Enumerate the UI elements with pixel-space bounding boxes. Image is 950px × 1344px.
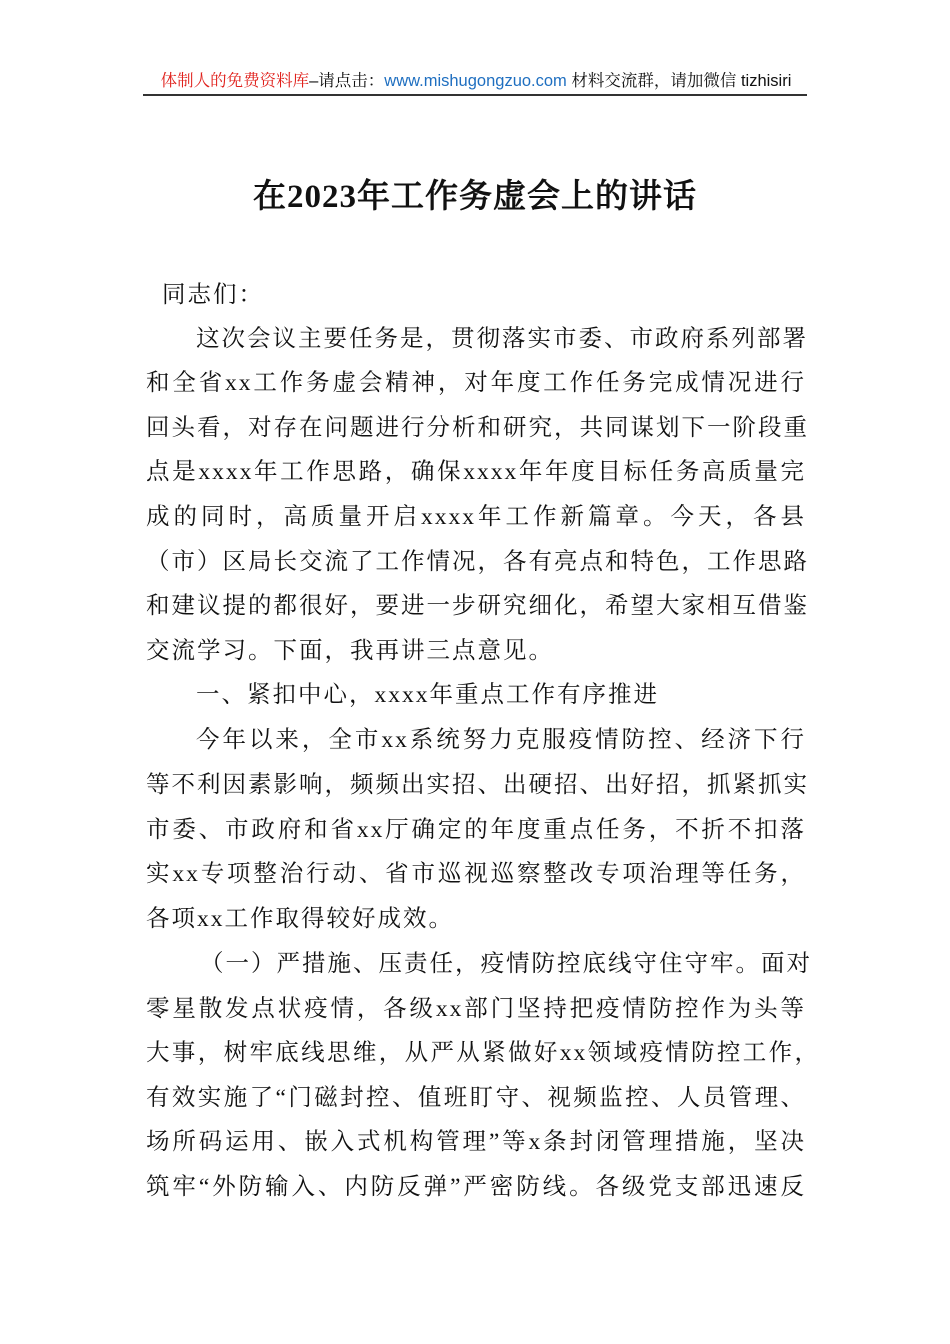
paragraph-line: 和全省xx工作务虚会精神，对年度工作任务完成情况进行 <box>146 370 806 396</box>
header-url-link[interactable]: www.mishugongzuo.com <box>384 72 567 90</box>
paragraph-line: 点是xxxx年工作思路，确保xxxx年年度目标任务高质量完 <box>146 459 806 485</box>
paragraph-line: 回头看，对存在问题进行分析和研究，共同谋划下一阶段重 <box>146 415 809 441</box>
paragraph-line: 今年以来，全市xx系统努力克服疫情防控、经济下行 <box>196 727 806 753</box>
paragraph-line: 这次会议主要任务是，贯彻落实市委、市政府系列部署 <box>196 326 808 352</box>
paragraph-line: 和建议提的都很好，要进一步研究细化，希望大家相互借鉴 <box>146 593 809 619</box>
header-suffix: 材料交流群，请加微信 tizhisiri <box>566 72 792 90</box>
paragraph-line: 有效实施了“门磁封控、值班盯守、视频监控、人员管理、 <box>146 1085 806 1111</box>
paragraph-line: 场所码运用、嵌入式机构管理”等x条封闭管理措施，坚决 <box>146 1129 806 1155</box>
header-divider <box>143 94 807 96</box>
paragraph-line: 实xx专项整治行动、省市巡视巡察整改专项治理等任务， <box>146 861 806 887</box>
paragraph-line: 各项xx工作取得较好成效。 <box>146 906 454 932</box>
paragraph-line: 大事，树牢底线思维，从严从紧做好xx领域疫情防控工作， <box>146 1040 820 1066</box>
page-header-banner <box>146 68 806 94</box>
paragraph-line: 市委、市政府和省xx厅确定的年度重点任务，不折不扣落 <box>146 817 806 843</box>
header-brand: 体制人的免费资料库 <box>160 72 310 90</box>
section-heading: 一、紧扣中心，xxxx年重点工作有序推进 <box>196 682 659 708</box>
paragraph-line: 筑牢“外防输入、内防反弹”严密防线。各级党支部迅速反 <box>146 1174 806 1200</box>
paragraph-line: 等不利因素影响，频频出实招、出硬招、出好招，抓紧抓实 <box>146 772 809 798</box>
document-title: 在2023年工作务虚会上的讲话 <box>253 179 697 215</box>
paragraph-line: 零星散发点状疫情，各级xx部门坚持把疫情防控作为头等 <box>146 996 806 1022</box>
header-prompt: –请点击： <box>309 72 385 90</box>
paragraph-line: 交流学习。下面，我再讲三点意见。 <box>146 638 554 664</box>
paragraph-line: （市）区局长交流了工作情况，各有亮点和特色，工作思路 <box>146 549 809 575</box>
salutation: 同志们： <box>162 282 264 308</box>
paragraph-line: 成的同时，高质量开启xxxx年工作新篇章。今天，各县 <box>146 504 806 530</box>
subsection-line: （一）严措施、压责任，疫情防控底线守住守牢。面对 <box>200 951 812 977</box>
